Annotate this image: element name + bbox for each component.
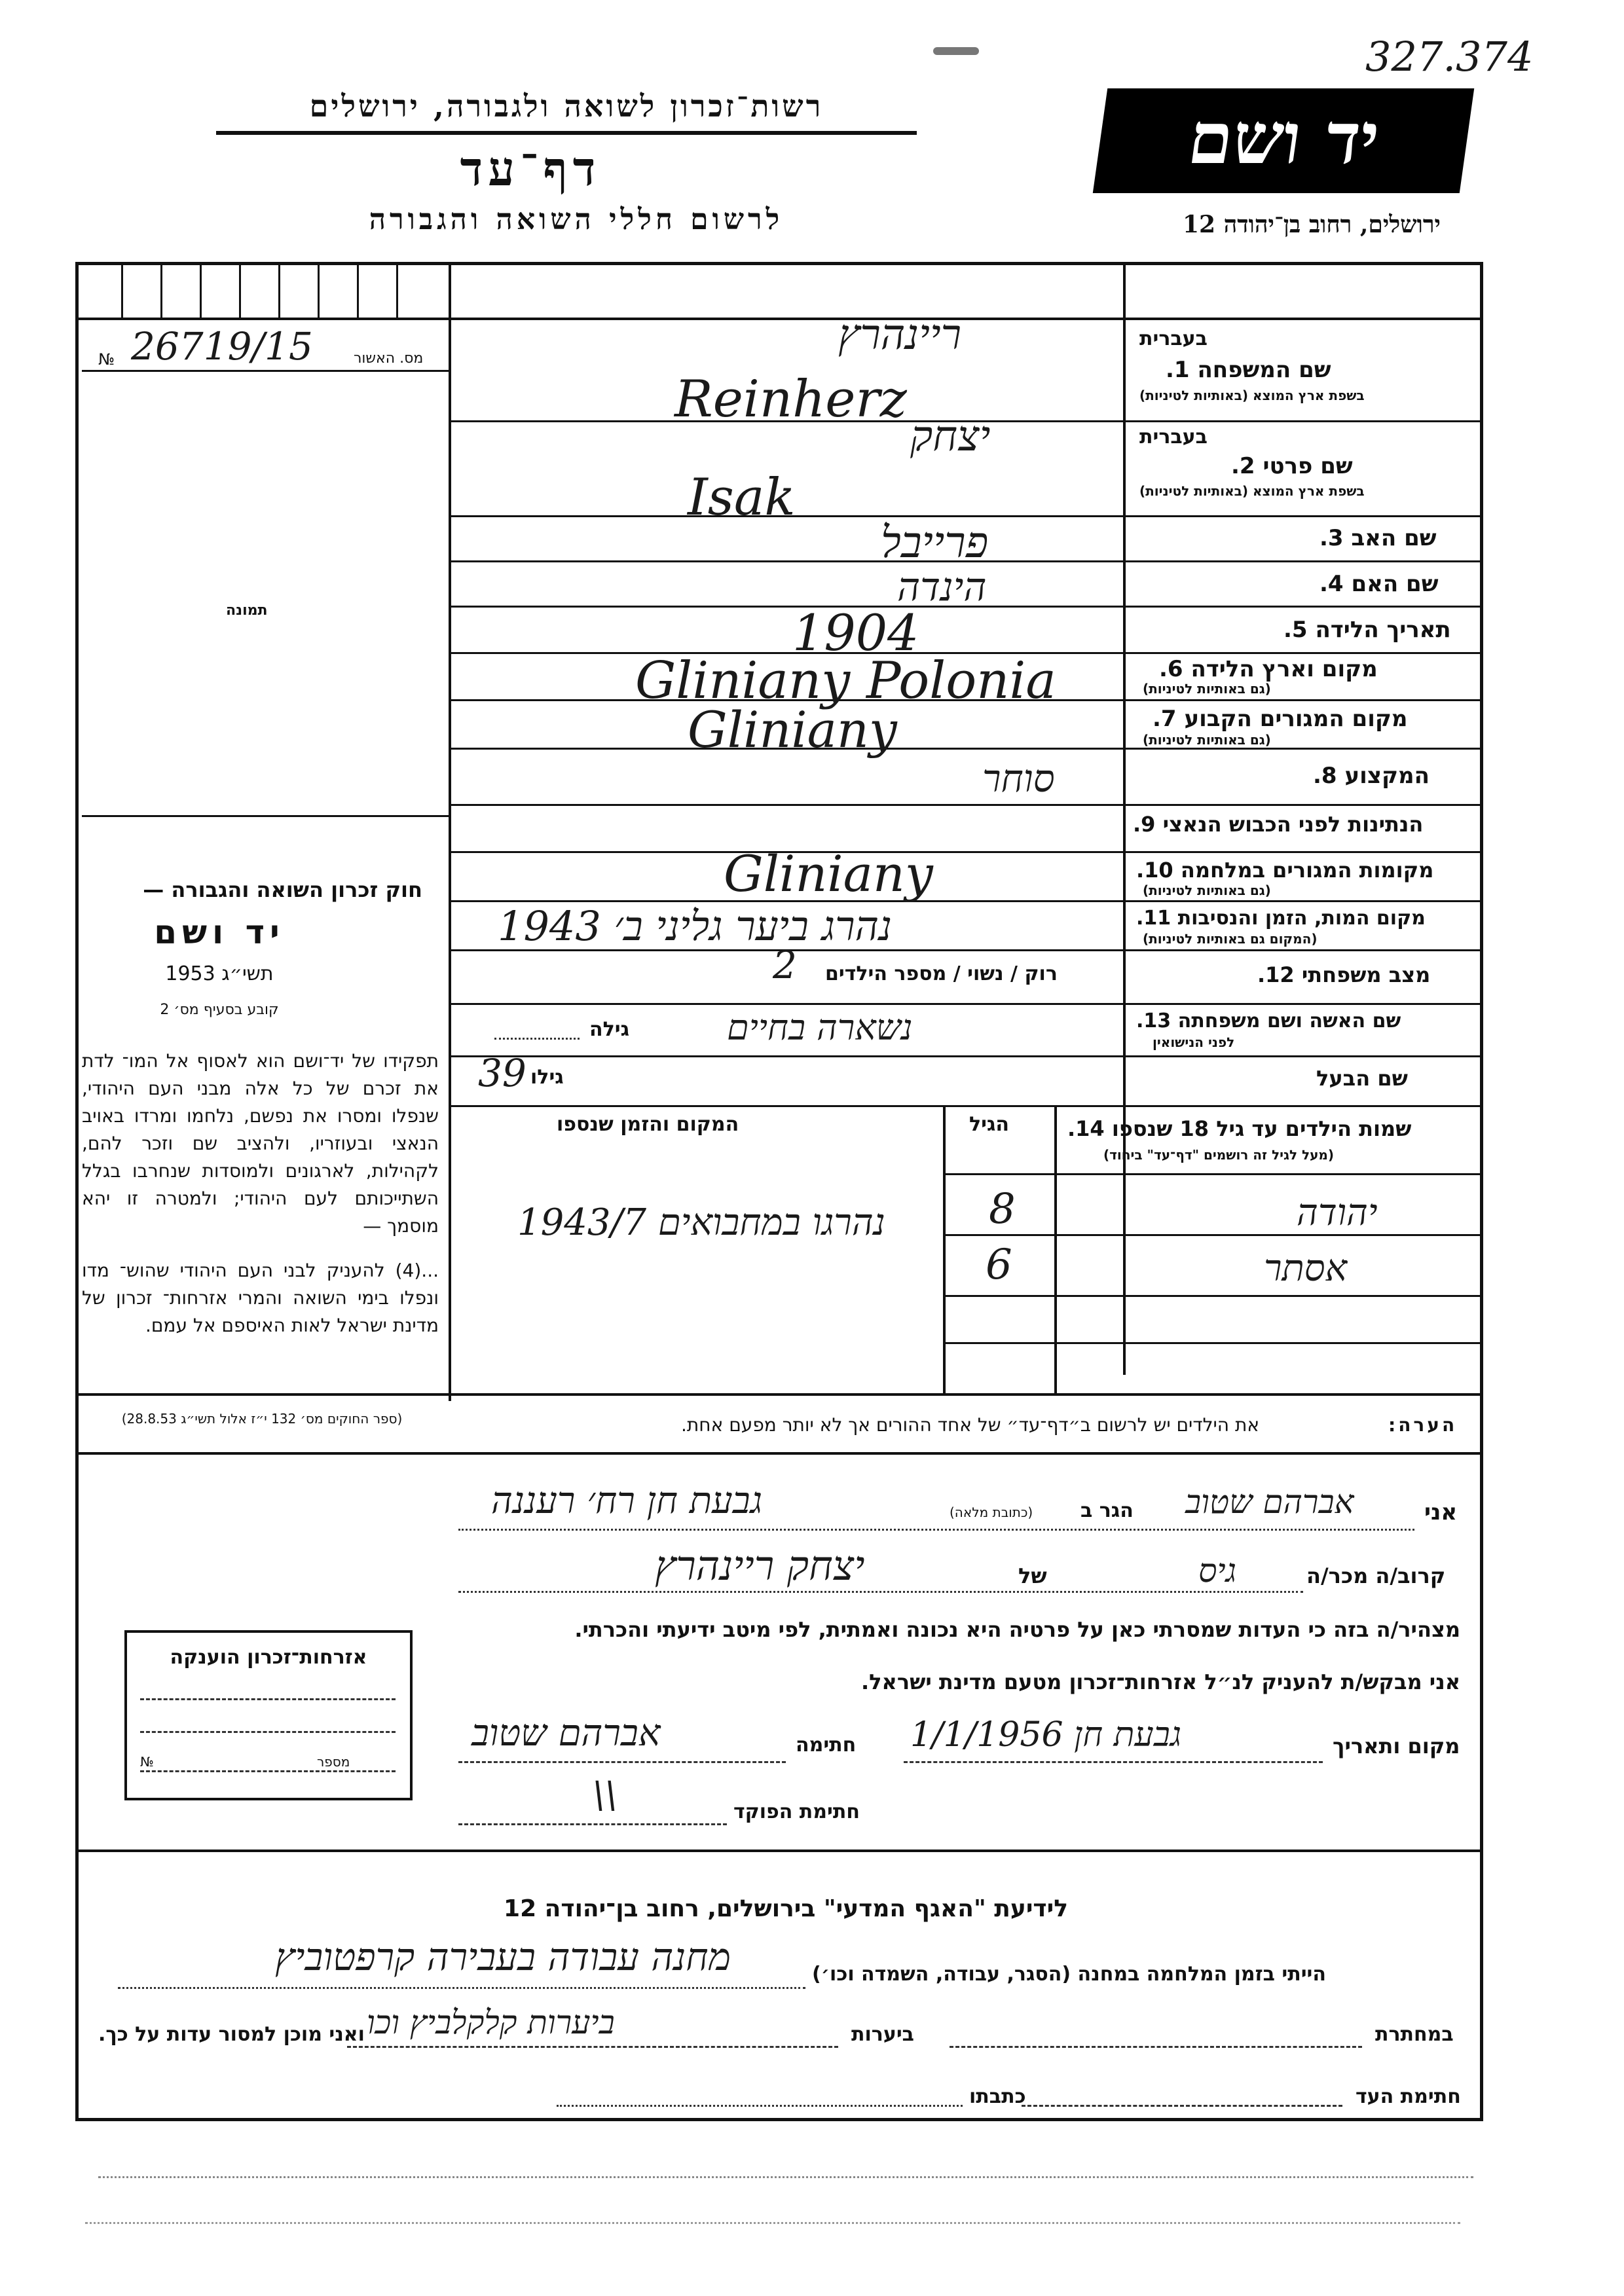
field10-sub: (גם באותיות לטיניות) xyxy=(1143,883,1271,898)
authority-underline xyxy=(216,131,917,135)
col-place-header: המקום והזמן שנספו xyxy=(557,1113,739,1136)
law-name: יד ושם xyxy=(154,913,285,951)
field7-sub: (גם באותיות לטיניות) xyxy=(1143,732,1271,748)
decl-signature-label: חתימה xyxy=(796,1734,857,1757)
field2-in-hebrew: בעברית xyxy=(1139,426,1208,448)
logo-text: יד ושם xyxy=(1183,98,1384,180)
footer-actions-value: ביערות קלקלביץ וכו xyxy=(367,2003,615,2041)
field8-value: סוחר xyxy=(982,756,1055,801)
field2-hebrew-value: יצחק xyxy=(910,412,991,461)
child2-name: אסתר xyxy=(1264,1247,1348,1290)
field1-sub: בשפת ארץ המוצא (באותיות לטיניות) xyxy=(1139,388,1365,403)
footer-camp-value: מחנה עבודה בעבירה קרפטוביץ xyxy=(275,1935,731,1979)
label-column-divider xyxy=(1123,262,1126,1375)
authority-line: רשות־זכרון לשואה ולגבורה, ירושלים xyxy=(309,88,824,124)
decl-of-value: יצחק ריינהרץ xyxy=(655,1542,865,1590)
left-column-divider xyxy=(449,262,451,1401)
decl-request-text: אני מבקש/ת להעניק לנ״ל אזרחות־זכרון מטעם מדינת ישראל. xyxy=(861,1669,1460,1694)
decl-signature-value: אברהם שטוב xyxy=(471,1712,661,1755)
field13-sub: לפני הנישואין xyxy=(1153,1034,1235,1050)
approval-label: מס. האשור xyxy=(354,350,424,367)
citizenship-no-symbol: № xyxy=(140,1754,154,1770)
citizenship-box xyxy=(124,1630,413,1800)
officer-signature: \\ xyxy=(593,1774,618,1817)
law-title: חוק זכרון השואה והגבורה — xyxy=(143,877,422,902)
field1-in-hebrew: בעברית xyxy=(1139,327,1208,350)
law-text-1: תפקידו של יד־ושם הוא לאסוף אל המו־ לדת את זכרם של כל אלה מבני העם היהודי, שנפלו ומסרו את נפשם, נלחמו ומרדו באויב הנאצי ובעוזריו, ולהציב שם וזכר להם, לקהילות, לארגונים ולמוסדות שנחרבו בגלל השתייכותם לעם היהודי; ולמטרה זו יהא מוסמך — xyxy=(82,1050,439,1237)
decl-declare-text: מצהיר/ה בזה כי העדות שמסרתי כאן על פרטיה היא נכונה ואמתית, לפי מיטב ידיעתי והכרתי. xyxy=(574,1617,1460,1642)
decl-of-label: של xyxy=(1018,1563,1047,1588)
field2-sub: בשפת ארץ המוצא (באותיות לטיניות) xyxy=(1139,483,1365,499)
field2-latin-value: Isak xyxy=(688,468,796,527)
law-section: קובע בסעיף מס׳ 2 xyxy=(160,1002,279,1018)
footer-testify-text: ואני מוכן למסור עדות על כך. xyxy=(98,2023,365,2046)
field14-label: שמות הילדים עד גיל 18 שנספו 14. xyxy=(1067,1116,1412,1141)
form-subtitle: לרשום חללי השואה והגבורה xyxy=(369,203,784,236)
footer-address-label: כתבתו xyxy=(969,2085,1026,2108)
archive-number: 327.374 xyxy=(1365,33,1534,81)
field6-label: מקום וארץ הלידה 6. xyxy=(1159,656,1378,682)
code-boxes xyxy=(82,265,449,318)
field12-value: 2 xyxy=(773,943,797,987)
form-title: דף־עד xyxy=(460,141,601,196)
field1-latin-value: Reinherz xyxy=(674,370,907,429)
decl-place-date-label: מקום ותאריך xyxy=(1333,1734,1460,1758)
field11-value: נהרג ביער גליני ב׳ 1943 xyxy=(498,902,893,950)
child1-place: נהרגו במחבואים 1943/7 xyxy=(517,1201,885,1244)
citizenship-title: אזרחות־זכרון הוענקה xyxy=(170,1646,367,1669)
decl-resides-sub: (כתובת מלאה) xyxy=(950,1504,1033,1520)
decl-i-value: אברהם שטוב xyxy=(1185,1483,1354,1521)
yad-vashem-logo xyxy=(1093,88,1474,193)
law-year: תשי״ג 1953 xyxy=(165,962,274,985)
field4-label: שם האם 4. xyxy=(1320,571,1439,597)
decl-relative-value: גיס xyxy=(1198,1552,1237,1590)
decl-relative-label: קרוב/ה מכר/ה xyxy=(1306,1563,1446,1588)
field7-value: Gliniany xyxy=(688,701,897,759)
decl-resides-label: הגר ב xyxy=(1080,1499,1134,1522)
husband-age-label: גילו xyxy=(530,1066,564,1089)
field3-value: פרייבל xyxy=(881,517,989,568)
citizenship-number-label: מספר xyxy=(317,1754,350,1770)
field9-label: הנתינות לפני הכבוש הנאצי 9. xyxy=(1133,812,1424,837)
field13-label: שם האשה ושם משפחתה 13. xyxy=(1136,1010,1401,1032)
field8-label: המקצוע 8. xyxy=(1313,763,1430,789)
field10-label: מקומות המגורים במלחמה 10. xyxy=(1136,858,1434,883)
field10-value: Gliniany xyxy=(724,845,933,903)
field5-label: תאריך הלידה 5. xyxy=(1283,617,1451,643)
approval-number: 26719/15 xyxy=(131,324,313,369)
address: ירושלים, רחוב בן־יהודה 12 xyxy=(1182,211,1441,238)
stamp-mark xyxy=(933,47,979,55)
photo-label: תמונה xyxy=(226,602,268,619)
scan-artifact xyxy=(98,2174,1473,2178)
field3-label: שם האב 3. xyxy=(1320,525,1437,551)
no-symbol: № xyxy=(98,350,115,369)
child1-age: 8 xyxy=(989,1185,1016,1233)
field7-label: מקום המגורים הקבוע 7. xyxy=(1153,706,1408,732)
law-text-2: ...(4) להעניק לבני העם היהודי שהוש־ מדו ונפלו בימי השואה והמרי אזרחות־ זכרון של מדינת ישראל לאות האיספם אל עמם. xyxy=(82,1260,439,1336)
field12-mid-label: רוק / נשוי / מספר הילדים xyxy=(825,962,1058,985)
field12-label: מצב משפחתי 12. xyxy=(1257,962,1431,987)
field1-hebrew-value: ריינהרץ xyxy=(838,311,962,359)
field14-sub: (מעל לגיל זה רושמים "דף־עד" ביחוד) xyxy=(1103,1147,1335,1163)
decl-resides-value: גבעת חן רח׳ רעננה xyxy=(491,1480,763,1522)
field11-sub: (המקום גם באותיות לטיניות) xyxy=(1143,931,1318,947)
note-text: את הילדים יש לרשום ב״דף־עד״ של אחד ההורים אך לא יותר מפעם אחת. xyxy=(681,1414,1260,1436)
field2-label: שם פרטי 2. xyxy=(1231,453,1353,479)
husband-label: שם הבעל xyxy=(1316,1066,1408,1091)
scan-artifact-2 xyxy=(85,2219,1460,2224)
decl-place-date-value: גבעת חן 1/1/1956 xyxy=(910,1715,1181,1755)
field6-sub: (גם באותיות לטיניות) xyxy=(1143,681,1271,697)
child2-age: 6 xyxy=(986,1241,1012,1289)
field4-value: הינדה xyxy=(897,564,987,610)
note-label: הערה: xyxy=(1388,1414,1458,1436)
footer-witness-sig-label: חתימת העד xyxy=(1356,2085,1461,2108)
field1-label: שם המשפחה 1. xyxy=(1166,357,1331,383)
footer-camp-label: הייתי בזמן המלחמה במחנה (הסגר, עבודה, השמדה וכו׳) xyxy=(812,1963,1326,1986)
footer-actions-label: ביערות xyxy=(851,2023,914,2046)
field6-value: Gliniany Polonia xyxy=(635,651,1056,710)
wife-age-line xyxy=(494,1038,580,1040)
field13-age-label: גילה xyxy=(589,1018,629,1041)
field5-value: 1904 xyxy=(792,604,919,662)
husband-age: 39 xyxy=(478,1051,526,1095)
decl-i-label: אני xyxy=(1424,1499,1458,1525)
child1-name: יהודה xyxy=(1297,1192,1378,1234)
footer-period-label: במחתרת xyxy=(1375,2023,1454,2046)
decl-officer-label: חתימת הפוקד xyxy=(733,1800,860,1823)
field13-value: נשארה בחיים xyxy=(727,1007,913,1048)
field11-label: מקום המות, הזמן והנסיבות 11. xyxy=(1136,907,1426,930)
col-age-header: הגיל xyxy=(969,1113,1009,1136)
law-source: (ספר החוקים מס׳ 132 י״ז אלול תשי״ג 28.8.53) xyxy=(121,1411,403,1427)
footer-title: לידיעת "האגף המדעי" בירושלים, רחוב בן־יהודה 12 xyxy=(504,1895,1068,1922)
